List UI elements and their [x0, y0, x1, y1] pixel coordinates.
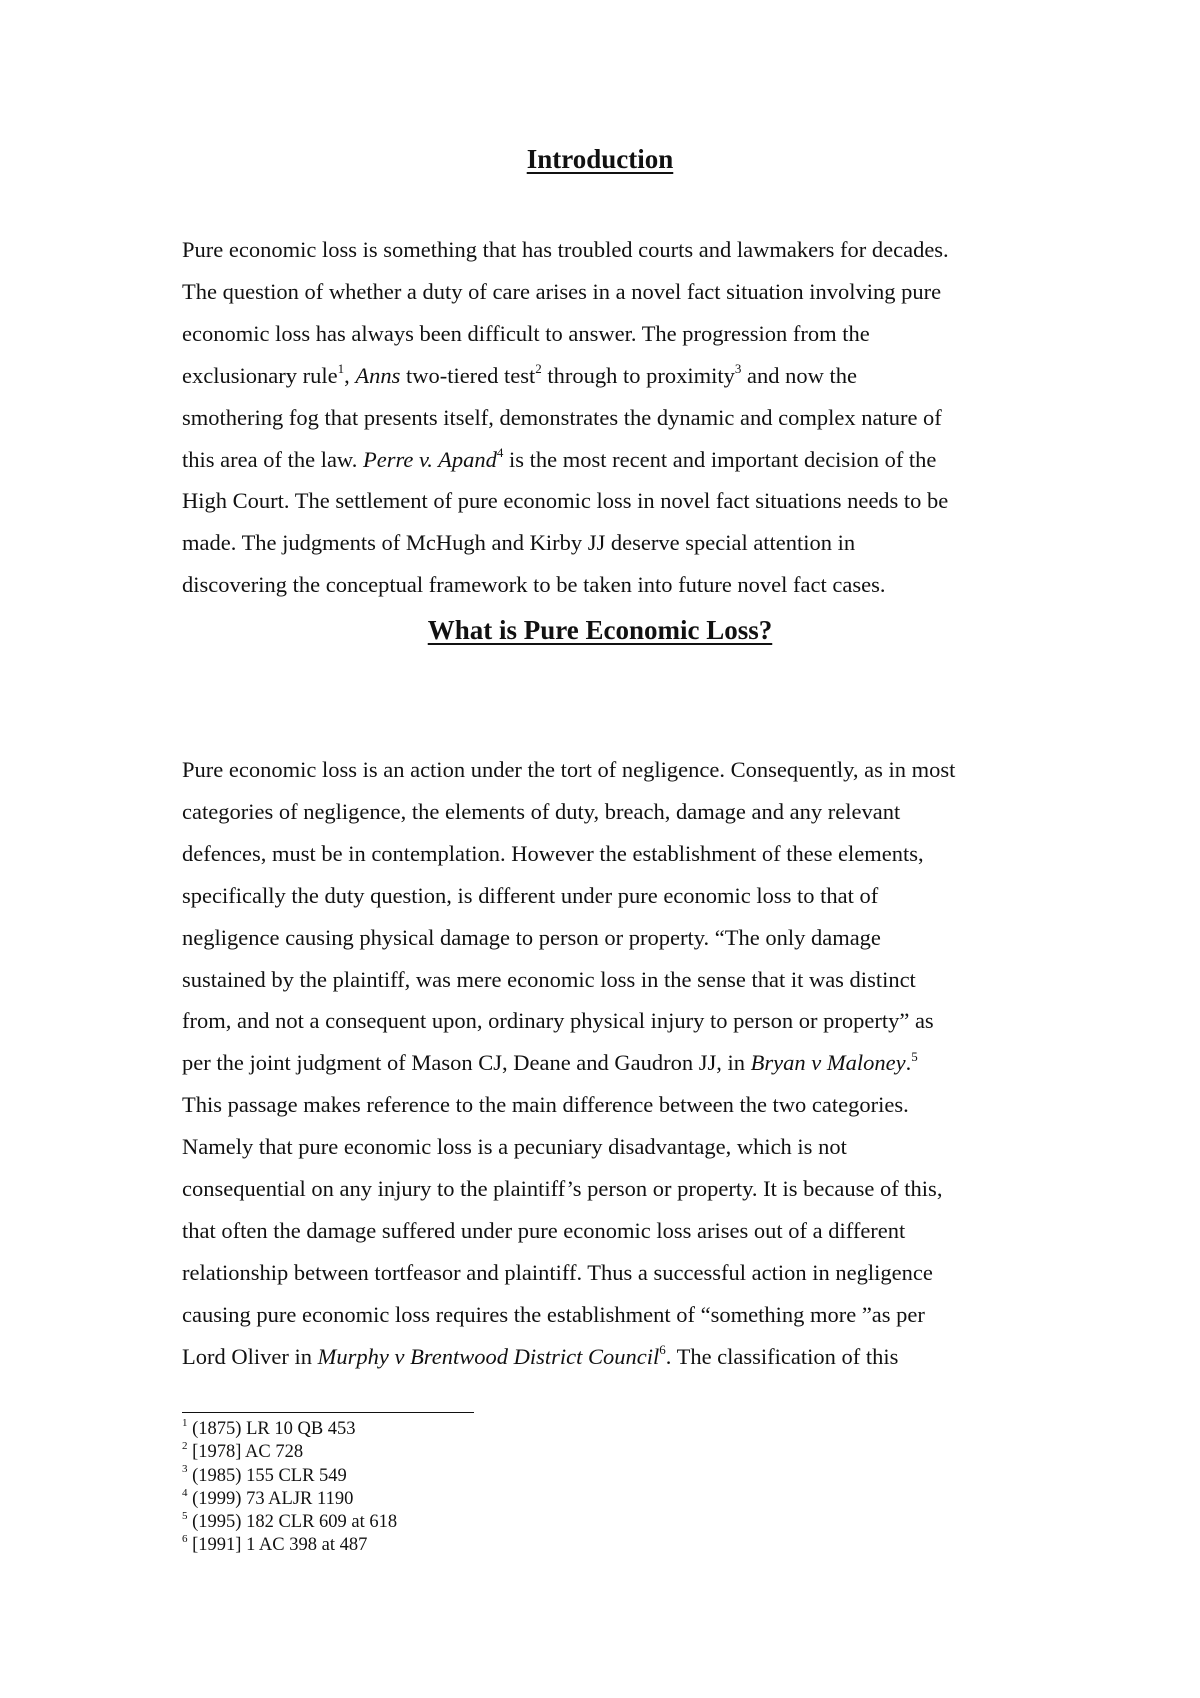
introduction-heading: Introduction: [526, 144, 674, 174]
text-line: smothering fog that presents itself, demonstrates the dynamic and complex nature of: [182, 404, 942, 430]
footnote: $^5$ (1995) 182 CLR 609 at 618: [182, 1510, 398, 1533]
what-is-pel-heading: What is Pure Economic Loss?: [427, 615, 773, 645]
footnote-ref-5: 5: [911, 1048, 918, 1064]
footnotes: [182, 1418, 397, 1558]
what-is-pel-paragraph: [182, 749, 1022, 1378]
text-line: that often the damage suffered under pure economic loss arises out of a different: [182, 1217, 906, 1243]
footnote-ref-3: 3: [734, 361, 742, 377]
text-line: from, and not a consequent upon, ordinary physical injury to person or property” as: [182, 1008, 934, 1034]
text-line: This passage makes reference to the main difference between the two categories.: [182, 1092, 909, 1118]
text-line: exclusionary rule$^1$, Anns two-tiered test$^2$ through to proximity$^3$ and now the: [182, 361, 858, 388]
text-line: categories of negligence, the elements of duty, breach, damage and any relevant: [182, 798, 901, 824]
text-line: negligence causing physical damage to person or property. “The only damage: [182, 924, 881, 950]
text-line: High Court. The settlement of pure economic loss in novel fact situations needs to be: [182, 488, 949, 514]
text-line: discovering the conceptual framework to be taken into future novel fact cases.: [182, 572, 886, 598]
footnote: $^3$ (1985) 155 CLR 549: [182, 1463, 347, 1486]
text-line: per the joint judgment of Mason CJ, Deane and Gaudron JJ, in Bryan v Maloney.$^5$: [182, 1048, 918, 1076]
case-name-perre: Perre v. Apand: [362, 446, 497, 472]
text-line: relationship between tortfeasor and plaintiff. Thus a successful action in negligence: [182, 1259, 933, 1285]
footnote: $^1$ (1875) LR 10 QB 453: [182, 1416, 356, 1439]
text-line: Pure economic loss is something that has troubled courts and lawmakers for decades.: [182, 237, 949, 262]
text-line: defences, must be in contemplation. However the establishment of these elements,: [182, 840, 924, 866]
footnote: $^4$ (1999) 73 ALJR 1190: [182, 1486, 354, 1509]
text-line: economic loss has always been difficult to answer. The progression from the: [182, 320, 870, 346]
text-line: consequential on any injury to the plaintiff’s person or property. It is because of this,: [182, 1176, 943, 1202]
text-line: specifically the duty question, is different under pure economic loss to that of: [182, 882, 879, 908]
case-name-bryan: Bryan v Maloney: [750, 1050, 906, 1076]
text-line: Namely that pure economic loss is a pecuniary disadvantage, which is not: [182, 1134, 847, 1160]
case-name-murphy: Murphy v Brentwood District Council: [317, 1343, 660, 1369]
text-line: Lord Oliver in Murphy v Brentwood District Council$^6$. The classification of this: [182, 1342, 899, 1369]
text-line: causing pure economic loss requires the establishment of “something more ”as per: [182, 1301, 925, 1327]
introduction-paragraph: [182, 229, 1022, 606]
footnote-separator: [182, 1412, 474, 1413]
footnote: $^2$ [1978] AC 728: [182, 1440, 304, 1463]
text-line: this area of the law. Perre v. Apand$^4$ is the most recent and important decision of the: [182, 445, 937, 472]
footnote-ref-2: 2: [535, 361, 542, 377]
footnote-ref-1: 1: [337, 361, 345, 377]
text-line: made. The judgments of McHugh and Kirby JJ deserve special attention in: [182, 530, 856, 556]
case-name-anns: Anns: [355, 362, 401, 388]
text-line: Pure economic loss is an action under the tort of negligence. Consequently, as in most: [182, 757, 956, 782]
text-line: The question of whether a duty of care arises in a novel fact situation involving pure: [182, 278, 942, 304]
footnote: $^6$ [1991] 1 AC 398 at 487: [182, 1533, 368, 1556]
text-line: sustained by the plaintiff, was mere economic loss in the sense that it was distinct: [182, 966, 916, 992]
footnote-ref-4: 4: [496, 445, 504, 461]
footnote-ref-6: 6: [659, 1342, 666, 1358]
